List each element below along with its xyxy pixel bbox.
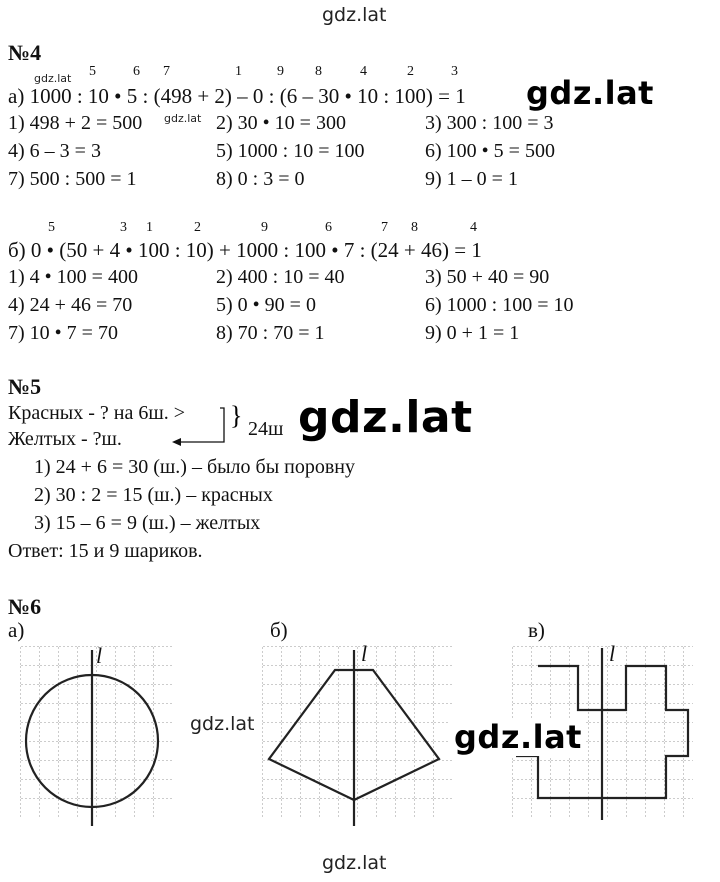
task4-b-step: 2) 400 : 10 = 40: [216, 266, 345, 288]
order-number: 4: [360, 64, 367, 79]
watermark-big-1: gdz.lat: [520, 74, 660, 112]
watermark-big-2: gdz.lat: [298, 392, 473, 443]
task4-a-step: 8) 0 : 3 = 0: [216, 168, 305, 190]
order-number: 1: [146, 220, 153, 235]
order-number: 5: [48, 220, 55, 235]
order-number: 2: [407, 64, 414, 79]
order-number: 6: [325, 220, 332, 235]
task4-a-expression: а) 1000 : 10 • 5 : (498 + 2) – 0 : (6 – 30 • 10 : 100) = 1: [8, 84, 466, 108]
watermark-top: gdz.lat: [322, 4, 387, 26]
task5-yellow-line: Желтых - ?ш.: [8, 428, 122, 450]
svg-text:}: }: [230, 402, 243, 430]
task4-a-step: 1) 498 + 2 = 500: [8, 112, 143, 134]
watermark-small-1: gdz.lat: [34, 72, 72, 85]
figure-b-polygon: [262, 640, 452, 830]
order-number: 1: [235, 64, 242, 79]
task4-a-step: 2) 30 • 10 = 300: [216, 112, 346, 134]
watermark-small-2: gdz.lat: [164, 112, 202, 125]
task4-a-step: 7) 500 : 500 = 1: [8, 168, 137, 190]
task4-b-step: 8) 70 : 70 = 1: [216, 322, 325, 344]
order-number: 8: [411, 220, 418, 235]
axis-label-b: l: [361, 641, 368, 666]
order-number: 2: [194, 220, 201, 235]
task4-a-step: 3) 300 : 100 = 3: [425, 112, 554, 134]
task6-label-b: б): [270, 618, 288, 642]
task4-b-step: 7) 10 • 7 = 70: [8, 322, 118, 344]
task5-step: 2) 30 : 2 = 15 (ш.) – красных: [34, 484, 273, 506]
task4-b-step: 1) 4 • 100 = 400: [8, 266, 138, 288]
watermark-left-6: gdz.lat: [190, 713, 255, 735]
task5-heading: №5: [8, 374, 42, 399]
order-number: 3: [120, 220, 127, 235]
order-number: 7: [381, 220, 388, 235]
order-number: 5: [89, 64, 96, 79]
task4-b-step: 6) 1000 : 100 = 10: [425, 294, 574, 316]
task4-b-step: 5) 0 • 90 = 0: [216, 294, 316, 316]
order-number: 7: [163, 64, 170, 79]
task4-a-step: 6) 100 • 5 = 500: [425, 140, 555, 162]
task4-b-step: 4) 24 + 46 = 70: [8, 294, 133, 316]
watermark-bottom: gdz.lat: [322, 852, 387, 874]
task5-step: 1) 24 + 6 = 30 (ш.) – было бы поровну: [34, 456, 355, 478]
order-number: 4: [470, 220, 477, 235]
order-number: 9: [277, 64, 284, 79]
task4-b-step: 3) 50 + 40 = 90: [425, 266, 550, 288]
order-number: 3: [451, 64, 458, 79]
task6-heading: №6: [8, 594, 42, 619]
task6-label-v: в): [528, 618, 545, 642]
axis-label-a: l: [96, 643, 103, 668]
task5-red-line: Красных - ? на 6ш. >: [8, 402, 186, 424]
task4-heading: №4: [8, 40, 42, 65]
task4-a-step: 5) 1000 : 10 = 100: [216, 140, 365, 162]
task4-b-step: 9) 0 + 1 = 1: [425, 322, 520, 344]
task5-step: 3) 15 – 6 = 9 (ш.) – желтых: [34, 512, 261, 534]
task4-b-expression: б) 0 • (50 + 4 • 100 : 10) + 1000 : 100 • 7 : (24 + 46) = 1: [8, 238, 482, 262]
order-number: 8: [315, 64, 322, 79]
task4-a-step: 9) 1 – 0 = 1: [425, 168, 518, 190]
axis-label-v: l: [609, 641, 616, 666]
order-number: 9: [261, 220, 268, 235]
comparison-arrow: [168, 402, 258, 452]
task5-answer: Ответ: 15 и 9 шариков.: [8, 540, 203, 562]
order-number: 6: [133, 64, 140, 79]
task4-a-step: 4) 6 – 3 = 3: [8, 140, 101, 162]
task6-label-a: а): [8, 618, 25, 642]
watermark-big-3: gdz.lat: [450, 718, 586, 756]
task5-total: 24ш: [248, 418, 284, 440]
